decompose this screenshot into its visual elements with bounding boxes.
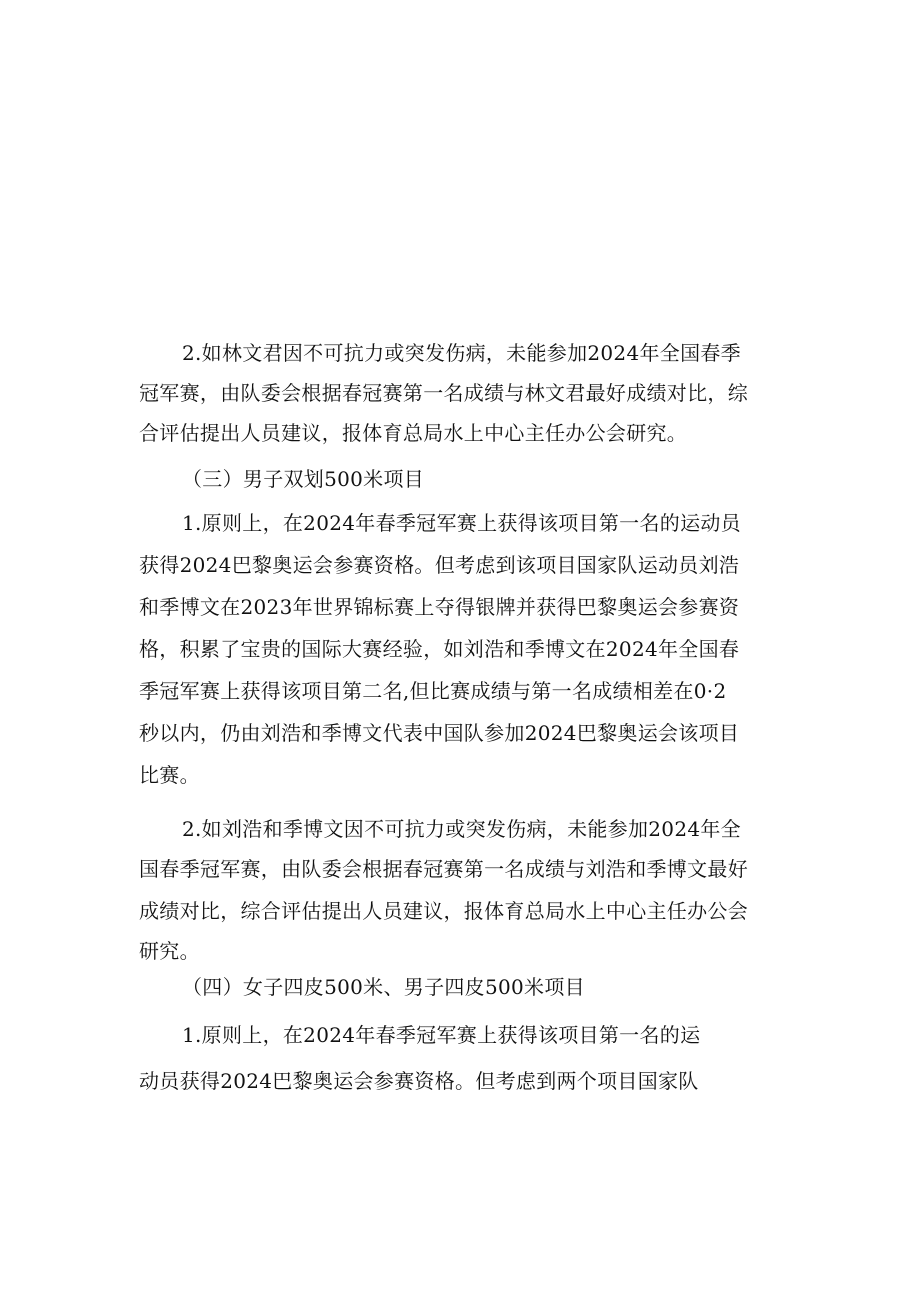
paragraph-line: 1.原则上，在2024年春季冠军赛上获得该项目第一名的运动员: [182, 511, 741, 535]
paragraph-line: 研究。: [139, 939, 200, 963]
paragraph-line: 获得2024巴黎奥运会参赛资格。但考虑到该项目国家队运动员刘浩: [139, 553, 740, 577]
paragraph-line: 和季博文在2023年世界锦标赛上夺得银牌并获得巴黎奥运会参赛资: [139, 595, 740, 619]
paragraph-line: 秒以内，仍由刘浩和季博文代表中国队参加2024巴黎奥运会该项目: [139, 721, 740, 745]
section-heading: （四）女子四皮500米、男子四皮500米项目: [182, 975, 585, 999]
paragraph-line: 冠军赛，由队委会根据春冠赛第一名成绩与林文君最好成绩对比，综: [139, 381, 748, 405]
paragraph-line: 1.原则上，在2024年春季冠军赛上获得该项目第一名的运: [182, 1023, 701, 1047]
paragraph-line: 季冠军赛上获得该项目第二名,但比赛成绩与第一名成绩相差在0·2: [139, 679, 727, 703]
paragraph-line: 2.如林文君因不可抗力或突发伤病，未能参加2024年全国春季: [182, 341, 741, 365]
paragraph-line: 成绩对比，综合评估提出人员建议，报体育总局水上中心主任办公会: [139, 899, 748, 923]
section-heading: （三）男子双划500米项目: [182, 467, 425, 491]
paragraph-line: 合评估提出人员建议，报体育总局水上中心主任办公会研究。: [139, 421, 688, 445]
paragraph-line: 国春季冠军赛，由队委会根据春冠赛第一名成绩与刘浩和季博文最好: [139, 857, 748, 881]
paragraph-line: 比赛。: [139, 763, 200, 787]
paragraph-line: 格，积累了宝贵的国际大赛经验，如刘浩和季博文在2024年全国春: [139, 637, 740, 661]
paragraph-line: 2.如刘浩和季博文因不可抗力或突发伤病，未能参加2024年全: [182, 817, 741, 841]
paragraph-line: 动员获得2024巴黎奥运会参赛资格。但考虑到两个项目国家队: [139, 1069, 699, 1093]
